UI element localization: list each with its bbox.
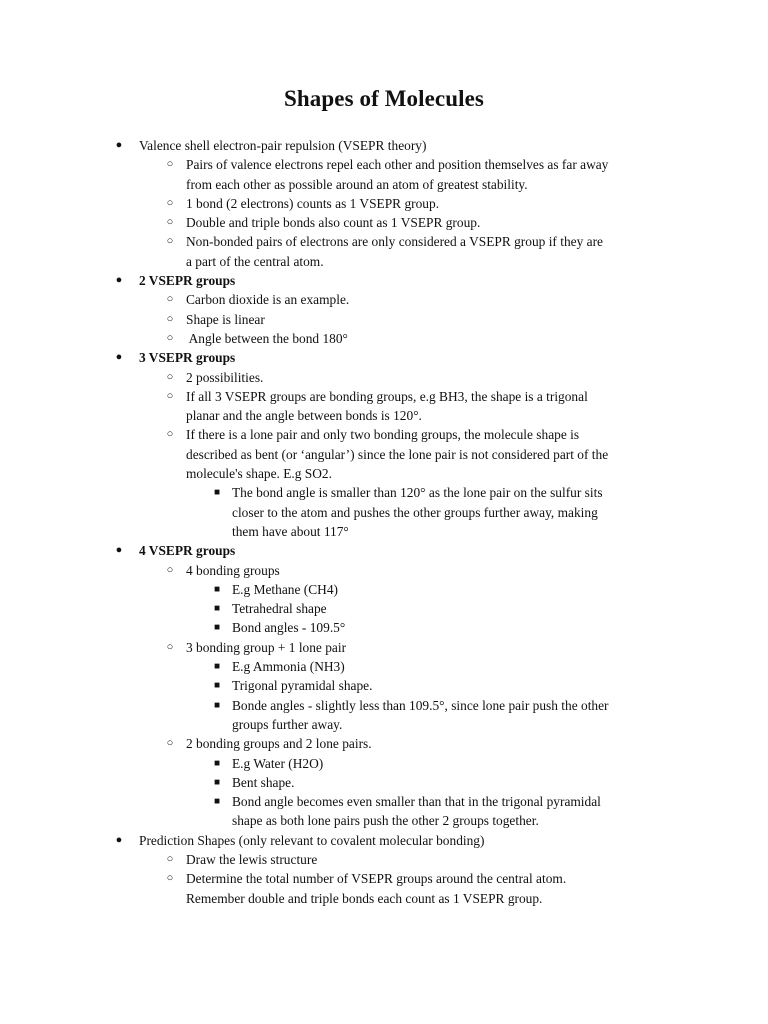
list-item-text: Bent shape.	[232, 774, 295, 790]
list-item-text: them have about 117°	[232, 523, 349, 539]
list-item-text: Remember double and triple bonds each count as 1 VSEPR group.	[186, 890, 543, 906]
bullet-disc-icon: ●	[115, 139, 123, 151]
page-title: Shapes of Molecules	[284, 86, 484, 111]
list-item	[0, 290, 768, 309]
bullet-circle-icon: ○	[166, 428, 174, 441]
list-item	[0, 638, 768, 657]
list-item-text: 2 bonding groups and 2 lone pairs.	[186, 736, 372, 752]
bullet-circle-icon: ○	[166, 216, 174, 229]
list-item-text: planar and the angle between bonds is 120°.	[186, 408, 422, 424]
list-item-text: Determine the total number of VSEPR groups around the central atom.	[186, 871, 567, 887]
bullet-disc-icon: ●	[115, 833, 123, 846]
list-item-continuation	[0, 464, 768, 483]
list-item-continuation	[0, 406, 768, 425]
bullet-circle-icon: ○	[166, 158, 174, 171]
list-item	[0, 696, 768, 715]
bullet-square-icon: ■	[213, 603, 221, 615]
list-item	[0, 850, 768, 869]
bullet-circle-icon: ○	[166, 293, 174, 306]
list-item-text: Trigonal pyramidal shape.	[232, 678, 373, 694]
bullet-square-icon: ■	[213, 796, 221, 808]
bullet-square-icon: ■	[213, 699, 221, 711]
list-item-text: 2 VSEPR groups	[139, 273, 236, 289]
bullet-square-icon: ■	[213, 661, 221, 673]
list-item	[0, 348, 768, 367]
list-item-text: Prediction Shapes (only relevant to covalent molecular bonding)	[139, 832, 485, 848]
bullet-circle-icon: ○	[166, 852, 174, 865]
list-item-text: If all 3 VSEPR groups are bonding groups, e.g BH3, the shape is a trigonal	[186, 388, 588, 404]
list-item	[0, 387, 768, 406]
list-item	[0, 561, 768, 580]
list-item	[0, 676, 768, 695]
list-item	[0, 310, 768, 329]
list-item-text: 3 bonding group + 1 lone pair	[186, 639, 347, 655]
list-item-text: Double and triple bonds also count as 1 VSEPR group.	[186, 215, 481, 231]
list-item-text: Valence shell electron-pair repulsion (VSEPR theory)	[139, 138, 427, 153]
bullet-disc-icon: ●	[115, 274, 123, 287]
bullet-square-icon: ■	[213, 776, 221, 788]
list-item-text: Non-bonded pairs of electrons are only considered a VSEPR group if they are	[186, 234, 603, 250]
list-item-text: Carbon dioxide is an example.	[186, 292, 350, 308]
bullet-circle-icon: ○	[166, 235, 174, 248]
bullet-square-icon: ■	[213, 583, 221, 595]
bullet-square-icon: ■	[213, 757, 221, 769]
list-item	[0, 657, 768, 676]
bullet-square-icon: ■	[213, 680, 221, 692]
list-item	[0, 136, 768, 155]
bullet-circle-icon: ○	[166, 331, 174, 344]
list-item-text: E.g Methane (CH4)	[232, 581, 338, 597]
list-item	[0, 213, 768, 232]
bullet-circle-icon: ○	[166, 370, 174, 383]
bullet-circle-icon: ○	[166, 640, 174, 653]
bullet-circle-icon: ○	[166, 196, 174, 209]
list-item-text: described as bent (or ‘angular’) since the lone pair is not considered part of the	[186, 446, 609, 462]
bullet-circle-icon: ○	[166, 737, 174, 750]
list-item-text: Pairs of valence electrons repel each other and position themselves as far away	[186, 157, 609, 173]
list-item-continuation	[0, 175, 768, 194]
list-item-text: closer to the atom and pushes the other groups further away, making	[232, 504, 598, 520]
list-item-continuation	[0, 811, 768, 830]
list-item	[0, 329, 768, 348]
list-item-continuation	[0, 445, 768, 464]
list-item-text: Draw the lewis structure	[186, 851, 318, 867]
list-item	[0, 232, 768, 251]
list-item-continuation	[0, 252, 768, 271]
list-item	[0, 580, 768, 599]
document-body	[0, 136, 768, 908]
bullet-square-icon: ■	[213, 487, 221, 499]
list-item-text: Bond angles - 109.5°	[232, 620, 346, 636]
list-item-text: Angle between the bond 180°	[186, 330, 348, 346]
list-item-continuation	[0, 715, 768, 734]
list-item-text: The bond angle is smaller than 120° as the lone pair on the sulfur sits	[232, 485, 603, 501]
list-item	[0, 792, 768, 811]
list-item-text: Shape is linear	[186, 311, 265, 327]
list-item	[0, 773, 768, 792]
list-item	[0, 618, 768, 637]
bullet-disc-icon: ●	[115, 351, 123, 364]
list-item	[0, 754, 768, 773]
list-item-text: Bonde angles - slightly less than 109.5°, since lone pair push the other	[232, 697, 609, 713]
list-item	[0, 368, 768, 387]
list-item	[0, 271, 768, 290]
bullet-square-icon: ■	[213, 622, 221, 634]
list-item	[0, 734, 768, 753]
list-item-text: a part of the central atom.	[186, 253, 324, 269]
list-item	[0, 483, 768, 502]
list-item-continuation	[0, 889, 768, 908]
list-item-text: 3 VSEPR groups	[139, 350, 236, 366]
list-item-text: E.g Water (H2O)	[232, 755, 324, 771]
bullet-disc-icon: ●	[115, 544, 123, 557]
bullet-circle-icon: ○	[166, 312, 174, 325]
list-item	[0, 831, 768, 850]
bullet-circle-icon: ○	[166, 563, 174, 576]
list-item-text: shape as both lone pairs push the other 2 groups together.	[232, 813, 539, 829]
list-item	[0, 194, 768, 213]
list-item	[0, 541, 768, 560]
list-item-text: molecule's shape. E.g SO2.	[186, 466, 332, 482]
list-item-text: Bond angle becomes even smaller than that in the trigonal pyramidal	[232, 794, 601, 810]
list-item-text: from each other as possible around an atom of greatest stability.	[186, 176, 528, 192]
list-item-text: 4 VSEPR groups	[139, 543, 236, 559]
list-item-text: 4 bonding groups	[186, 562, 280, 578]
bullet-circle-icon: ○	[166, 872, 174, 885]
list-item-text: E.g Ammonia (NH3)	[232, 659, 345, 675]
list-item-text: Tetrahedral shape	[232, 601, 327, 617]
list-item-text: 2 possibilities.	[186, 369, 264, 385]
list-item	[0, 869, 768, 888]
list-item	[0, 425, 768, 444]
bullet-circle-icon: ○	[166, 389, 174, 402]
list-item-text: 1 bond (2 electrons) counts as 1 VSEPR group.	[186, 195, 440, 211]
list-item	[0, 599, 768, 618]
list-item-text: groups further away.	[232, 716, 343, 732]
list-item-text: If there is a lone pair and only two bonding groups, the molecule shape is	[186, 427, 580, 443]
list-item-continuation	[0, 503, 768, 522]
list-item	[0, 155, 768, 174]
list-item-continuation	[0, 522, 768, 541]
